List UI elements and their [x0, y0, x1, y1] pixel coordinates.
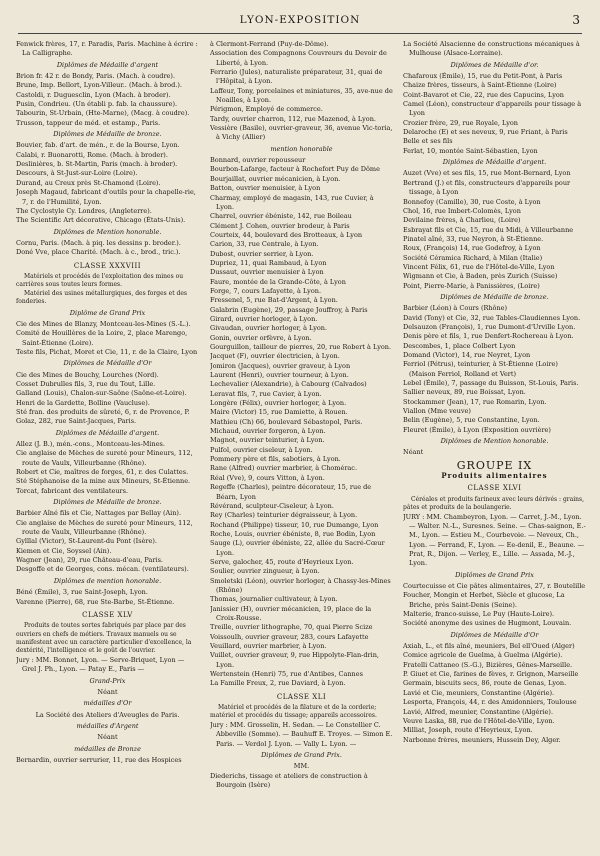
centered-line: Néant	[97, 733, 118, 742]
entry-line: David (Tony) et Cie, 32, rue Tables-Claudiennes Lyon.	[403, 313, 581, 322]
entry-line: Chafaroux (Émile), 15, rue du Petit-Pont, à Paris	[403, 72, 563, 81]
entry-line: Rey (Charles) teinturier dégraisseur, à Lyon.	[210, 511, 358, 520]
entry-line: Gonin, ouvrier orfèvre, à Lyon.	[210, 333, 312, 342]
entry-line: Révérand, sculpteur-Ciseleur, à Lyon.	[210, 501, 334, 510]
entry-line: Joseph Magaud, fabricant d'outils pour la chapelle-rie, 7, r. de l'Humilité, Lyon.	[16, 188, 196, 206]
entry-line: Bonnefoy (Camille), 30, rue Coste, à Lyon	[403, 197, 541, 206]
entry-line: Coint-Bavarot et Cie, 22, rue des Capucins, Lyon	[403, 90, 564, 99]
section-heading: Grand-Prix	[89, 676, 126, 685]
entry-line: Desgoffe et de Georges, cons. mécan. (ventilateurs).	[16, 565, 189, 574]
section-heading: mention honorable	[270, 144, 333, 153]
entry-line: Vincent Félix, 61, rue de l'Hôtel-de-Ville, Lyon	[403, 262, 555, 271]
entry-line: Stockammer (Jean), 17, rue Romarin, Lyon.	[403, 397, 547, 406]
section-heading: Diplômes de Grand Prix	[455, 570, 534, 579]
class-heading: CLASSE XXXVIII	[73, 261, 142, 270]
entry-line: Wertenstein (Henri) 75, rue d'Antibes, Cannes	[210, 670, 363, 679]
entry-line: Golaz, 282, rue Saint-Jacques, Paris.	[16, 417, 137, 426]
entry-line: Leravat fils, 7, rue Cavier, à Lyon.	[210, 389, 322, 398]
entry-line: Smoletski (Léon), ouvrier horloger, à Chassy-les-Mines (Rhône)	[210, 576, 391, 594]
entry-line: Lebel (Émile), 7, passage du Buisson, St-Louis, Paris.	[403, 379, 579, 388]
entry-line: Clément J. Cohen, ouvrier brodeur, à Paris	[210, 221, 350, 230]
section-heading: médailles de Bronze	[74, 744, 141, 753]
entry-line: Néant	[403, 448, 424, 457]
entry-line: Kiemen et Cie, Soyssel (Ain).	[16, 546, 112, 555]
entry-line: Sauge (L), ouvrier ébéniste, 22, allée du Sacré-Cœur Lyon.	[210, 539, 385, 557]
entry-line: Charrel, ouvrier ébéniste, 142, rue Boileau	[210, 212, 352, 221]
entry-line: Carion, 33, rue Centrale, à Lyon.	[210, 240, 319, 249]
entry-line: Forge, 7, cours Lafayette, à Lyon.	[210, 286, 322, 295]
entry-line: Jomiron (Jacques), ouvrier graveur, à Lyon	[210, 361, 351, 370]
entry-line: Comité de Houillères de la Loire, 2, place Marengo, Saint-Étienne (Loire).	[16, 329, 188, 347]
entry-line: Pinatel aîné, 33, rue Neyron, à St-Étienne.	[403, 234, 544, 243]
entry-line: Vessière (Basile), ouvrier-graveur, 36, avenue Vic-toria, à Vichy (Allier)	[210, 124, 393, 142]
page-header	[0, 14, 600, 30]
entry-line: Givaudan, ouvrier horloger, à Lyon.	[210, 324, 328, 333]
entry-line: Lesporta, François, 44, r. des Amidonniers, Toulouse	[403, 698, 577, 707]
entry-line: Esbrayat fils et Cie, 15, rue du Midi, à Villeurbanne	[403, 225, 574, 234]
entry-line: Point, Pierre-Marie, à Panissières, (Loire)	[403, 281, 540, 290]
entry-line: Teste fils, Pichat, Moret et Cie, 11, r. de la Claire, Lyon	[16, 347, 198, 356]
class-description: Matériel des usines métallurgiques, des forges et des fonderies.	[16, 289, 187, 306]
entry-line: Bernardin, ouvrier serrurier, 11, rue des Hospices	[16, 755, 182, 764]
entry-line: Robert et Cie, maîtres de forges, 61, r. des Culattes.	[16, 468, 189, 477]
column-middle	[210, 40, 393, 848]
section-heading: Diplômes de Médaille de bronze.	[53, 130, 162, 139]
entry-line: Sté fran. des produits de sûreté, 6, r. de Provence, P.	[16, 407, 190, 416]
entry-line: Faure, montée de la Grande-Côte, à Lyon	[210, 277, 346, 286]
entry-line: Dubost, ouvrier serrier, à Lyon.	[210, 249, 314, 258]
entry-line: Pusin, Condrieu. (Un établi p. fab. la chaussure).	[16, 100, 178, 109]
entry-line: Jacquet (F), ouvrier électricien, à Lyon.	[210, 352, 340, 361]
entry-line: P. Giuet et Cie, farines de fèves, r. Grignon, Marseille	[403, 670, 579, 679]
class-description: Produits de toutes sortes fabriqués par place par des ouvriers en chefs de métiers. Travaux manuels ou se manifestent avec un caractère particulier d'excellence, la dextérité, l'intelligence et le goût de l'ouvrier.	[16, 622, 192, 655]
entry-line: Michaud, ouvrier forgeron, à Lyon.	[210, 427, 326, 436]
entry-line: JURY : MM. Chambeyron, Lyon. — Carret, J.-M., Lyon. — Walter. N.-L., Suresnes. Seine. — Chas-saignon, E.-M., Lyon. — Estieu M., Courbevoie. — Neveux, Ch., Lyon. — Ferrand, F., Lyon. — Ee-denil, E., Beaune. — Prat, R., Dijon. — Verley, E., Lille. — Assada, M.-J., Lyon.	[403, 512, 586, 568]
entry-line: Wagner (Jean), 29, rue Château-d'eau, Paris.	[16, 556, 163, 565]
entry-line: Lechevalier (Alexandrie), à Cabourg (Calvados)	[210, 380, 367, 389]
entry-line: Domand (Victor), 14, rue Neyret, Lyon	[403, 351, 531, 359]
entry-line: Sté Stéphanoise de la mine aux Mineurs, St-Étienne.	[16, 477, 191, 486]
section-heading: Diplômes de mention honorable.	[53, 576, 162, 585]
entry-line: The Cyclostyle Cy. Londres, (Angleterre).	[16, 206, 152, 215]
entry-line: Veuillard, ouvrier marbrier, à Lyon.	[210, 642, 327, 650]
column-right	[403, 40, 586, 848]
class-heading: CLASSE XLV	[82, 610, 133, 619]
entry-line: Durand, au Creux près St-Chamond (Loire).	[16, 178, 161, 187]
entry-line: Treille, ouvrier lithographe, 70, quai Pierre Scize	[210, 623, 373, 632]
entry-line: Girard, ouvrier horloger, à Lyon.	[210, 314, 318, 323]
entry-line: Association des Compagnons Couvreurs du Devoir de Liberté, à Lyon.	[210, 49, 387, 67]
entry-line: Cornu, Paris. (Mach. à piq. les dessins p. broder.).	[16, 238, 181, 247]
entry-line: Lavié, Alfred, meunier, Constantine (Algérie).	[403, 707, 554, 716]
class-description: Céréales et produits farineux avec leurs dérivés : grains, pâtes et produits de la boulangerie.	[403, 495, 585, 512]
entry-line: Comice agricole de Guelma, à Guelma (Algérie).	[403, 651, 563, 660]
entry-line: Courteix, 44, boulevard des Brotteaux, à Lyon	[210, 230, 363, 239]
entry-line: Thomas, journalier cultivateur, à Lyon.	[210, 595, 338, 604]
entry-line: Soulier, ouvrier zingueur, à Lyon.	[210, 567, 320, 576]
entry-line: Allez (J. B.), mén.-cons., Montceau-les-Mines.	[16, 440, 165, 448]
entry-line: Camel (Léon), constructeur d'appareils pour tissage à Lyon	[403, 100, 582, 118]
entry-line: Chaize frères, tisseurs, à Saint-Étienne (Loire)	[403, 81, 557, 90]
centered-line: MM.	[293, 762, 310, 771]
entry-line: Bourbon-Lafarge, facteur à Rochefort Puy de Dôme	[210, 165, 380, 174]
entry-line: Béné (Émile), 3, rue Saint-Joseph, Lyon.	[16, 588, 148, 597]
section-heading: Diplôme de Grand Prix	[69, 308, 146, 317]
entry-line: Wigmann et Cie, à Baden, près Zurich (Suisse)	[403, 272, 558, 281]
entry-line: Brune, Imp. Bellort, Lyon-Villeur.. (Mach. à brod.).	[16, 81, 182, 90]
entry-line: Deslinières, b. St-Martin, Paris (mach. à broder).	[16, 160, 178, 169]
entry-line: Batton, ouvrier menuisier, à Lyon	[210, 184, 321, 193]
entry-line: Ferrario (Jules), naturaliste préparateur, 31, quai de l'Hôpital, à Lyon.	[210, 68, 383, 86]
entry-line: The Scientific Art décorative, Chicago (États-Unis).	[16, 216, 186, 225]
entry-line: Cie anglaise de Mèches de sureté pour Mineurs, 112, route de Vaulx, Villeurbanne (Rhône).	[16, 518, 193, 537]
entry-line: Galabrin (Eugène), 29, passage Jouffroy, à Paris	[210, 305, 368, 314]
entry-line: Barbier (Léon) à Cours (Rhône)	[403, 304, 508, 313]
entry-line: Cie des Mines de Bouchy, Lourches (Nord).	[16, 370, 159, 379]
entry-line: Longère (Félix), ouvrier horloger, à Lyon.	[210, 399, 347, 408]
entry-line: Pommery père et fils, sabotiers, à Lyon.	[210, 455, 341, 464]
entry-line: Janissier (H), ouvrier mécanicien, 19, place de la Croix-Rousse.	[210, 604, 372, 622]
entry-line: Auzet (Vve) et ses fils, 15, rue Mont-Bernard, Lyon	[403, 169, 571, 178]
entry-line: Bonnard, ouvrier repousseur	[210, 156, 306, 165]
entry-line: Descombes, 1, place Colbert Lyon	[403, 341, 516, 350]
entry-line: Cie anglaise de Mèches de sureté pour Mineurs, 112, route de Vaulx, Villeurbanne (Rhône).	[16, 449, 193, 467]
section-heading: Diplômes de Mention honorable.	[53, 227, 162, 236]
group-heading: GROUPE IX	[456, 458, 533, 472]
entry-line: Dussaut, ouvrier menuisier à Lyon	[210, 268, 324, 277]
entry-line: Castoldi, r. Duguesclin, Lyon (Mach. à broder).	[16, 90, 171, 99]
entry-line: Galland (Louis), Chalon-sur-Saône (Saône-et-Loire).	[16, 389, 187, 398]
entry-line: Périgmon, Employé de commerce.	[210, 105, 323, 114]
entry-line: Bertrand (J.) et fils, constructeurs d'appareils pour tissage, à Lyon	[403, 178, 571, 197]
class-description: Matériels et procédés de l'exploitation des mines ou carrières sous toutes leurs formes.	[16, 272, 184, 289]
entry-line: Trusson, tappeur de méd. et estamp., Paris.	[16, 118, 161, 127]
entry-line: Calabi, r. Buonarotti, Rome. (Mach. à broder).	[16, 150, 168, 159]
entry-line: Mathieu (Ch) 66, boulevard Sébastopol, Paris.	[210, 417, 363, 426]
centered-line: Néant	[97, 687, 118, 696]
page-number: 3	[572, 13, 580, 27]
class-description: Matériel et procédés de la filature et de la corderie; matériel et procédés du tissage; appareils accessoires.	[210, 704, 377, 720]
entry-line: Serve, galocher, 45, route d'Heyrieux Lyon.	[210, 557, 354, 566]
entry-line: Varenne (Pierre), 68, rue Ste-Barbe, St-Étienne.	[16, 597, 175, 606]
section-heading: Diplômes de Médaille de bronze.	[440, 292, 549, 301]
entry-line: La Société Alsacienne de constructions mécaniques à Mulhouse (Alsace-Lorraine).	[403, 40, 580, 58]
section-heading: Diplômes de Médaille d'or.	[450, 60, 539, 69]
section-heading: Diplômes de Médaille d'Or	[450, 630, 539, 639]
entry-line: Rane (Alfred) ouvrier marbrier, à Chomérac.	[210, 464, 358, 473]
entry-line: Axiah, L., et fils aîné, meuniers, Bel ell'Oued (Alger)	[403, 642, 575, 651]
section-heading: médailles d'Argent	[76, 721, 139, 730]
entry-line: Narbonne frères, meuniers, Hussein Dey, Alger.	[403, 735, 561, 744]
entry-line: Doné Vve, place Charité. (Mach. à c., brod., tric.).	[16, 248, 181, 257]
entry-line: Chol, 16, rue Imbert-Colomès, Lyon	[403, 206, 521, 215]
section-heading: Diplômes de Médaille d'argent	[56, 60, 159, 69]
entry-line: Charmay, employé de magasin, 143, rue Cuvier, à Lyon.	[210, 193, 374, 211]
section-heading: Diplômes de Médaille de bronze.	[53, 498, 162, 507]
entry-line: Jury : MM. Grosselin, H. Sedan. — Le Constellier C. Abbeville (Somme). — Bauhuff E. Troyes. — Simon E. Paris. — Verdol J. Lyon. — Vally L. Lyon. —	[210, 720, 393, 748]
entry-line: Dupriez, 11, quai Rambaud, à Lyon	[210, 258, 327, 267]
entry-line: Gourguillon, tailleur de pierres, 20, rue Robert à Lyon.	[210, 343, 392, 351]
entry-line: Belle et ses fils	[403, 137, 453, 146]
section-heading: Diplômes de Médaille d'argent.	[55, 428, 160, 437]
entry-line: Société Céramica Richard, à Milan (Italie)	[403, 253, 543, 262]
entry-line: Voissoulh, ouvrier graveur, 283, cours Lafayette	[210, 632, 369, 641]
entry-line: Rochand (Philippe) tisseur, 10, rue Dumange, Lyon	[210, 520, 379, 529]
entry-line: Lavié et Cie, meuniers, Constantine (Algérie).	[403, 688, 555, 697]
entry-line: à Clermont-Ferrand (Puy-de-Dôme).	[210, 40, 329, 48]
header-rule	[18, 33, 582, 34]
entry-line: Henri de la Gardette, Bolline (Vaucluse).	[16, 398, 150, 407]
entry-line: Fleuret (Émile), à Lyon (Exposition ouvrière)	[403, 425, 551, 434]
entry-line: Delsauzon (François), 1, rue Dumont-d'Urville Lyon.	[403, 322, 576, 331]
entry-line: Veuve Laska, 88, rue de l'Hôtel-de-Ville, Lyon.	[403, 716, 555, 725]
entry-line: Cie des Mines de Blanzy, Montceau-les-Mines (S.-L.).	[16, 319, 191, 328]
section-heading: Diplômes de Médaille d'Or	[63, 359, 152, 368]
entry-line: Foucher, Mongin et Herbet, Siècle et glucose, La Briche, près Saint-Denis (Seine).	[403, 591, 565, 609]
entry-line: Bouvier, fab. d'art. de mén., r. de la Bourse, Lyon.	[16, 141, 180, 150]
running-title: LYON-EXPOSITION	[239, 14, 361, 26]
entry-line: Maire (Victor) 15, rue Damiette, à Rouen.	[210, 408, 348, 417]
entry-line: Laffeur, Tony, porcelaines et miniatures, 35, ave-nue de Noailles, à Lyon.	[210, 86, 393, 105]
entry-line: Pulfol, ouvrier ciseleur, à Lyon.	[210, 445, 313, 454]
entry-line: Jury : MM. Bonnet, Lyon. — Serve-Briquet, Lyon — Grel J. Ph., Lyon. — Patay E., Paris —	[16, 655, 185, 674]
section-heading: médailles d'Or	[83, 699, 132, 708]
entry-line: Descours, à St-Just-sur-Loire (Loire).	[16, 169, 138, 178]
section-heading: Diplômes de Mention honorable.	[440, 437, 549, 446]
entry-line: Réal (Vve), 9, cours Vitton, à Lyon.	[210, 473, 325, 482]
entry-line: Gylllal (Victor), St-Laurent-du Pont (Isère).	[16, 537, 157, 546]
entry-line: Belin (Eugène), 5, rue Constantine, Lyon.	[403, 416, 540, 425]
column-left	[16, 40, 199, 848]
entry-line: Tardy, ouvrier charron, 112, rue Mazenod, à Lyon.	[210, 114, 376, 123]
entry-line: Malterie, franco-suisse, Le Puy (Haute-Loire).	[403, 610, 555, 619]
section-heading: Diplômes de Médaille d'argent.	[442, 158, 547, 167]
entry-line: Fressenel, 5, rue Bat-d'Argent, à Lyon.	[210, 296, 338, 305]
entry-line: Crozier frère, 29, rue Royale, Lyon	[403, 118, 518, 127]
entry-line: Roux, (François) 14, rue Godefroy, à Lyon	[403, 244, 541, 253]
entry-line: Viallon (Mme veuve)	[403, 407, 471, 416]
entry-line: Roche, Louis, ouvrier ébéniste, 8, rue Bodin, Lyon	[210, 529, 376, 538]
entry-line: Cosset Dubrulles fils, 3, rue du Tout, Lille.	[16, 379, 156, 388]
entry-line: Torcat, fabricant des ventilateurs.	[16, 486, 129, 495]
entry-line: Ferriol (Pétrus), teinturier, à St-Étienne (Loire) (Maison Ferriol, Rolland et Vert)	[403, 360, 558, 378]
entry-line: Fenwick frères, 17, r. Paradis, Paris. Machine à écrire : La Calligraphe.	[16, 40, 198, 58]
entry-line: Germain, biscuits secs, 86, route de Genas, Lyon.	[403, 679, 567, 688]
entry-line: Delaroche (E) et ses neveux, 9, rue Friant, à Paris	[403, 128, 568, 137]
group-subtitle: Produits alimentaires	[441, 471, 548, 481]
entry-line: Fratelli Cattaneo (S.-G.), Bizières, Gênes-Marseille.	[403, 660, 573, 669]
entry-line: Regeffe (Charles), peintre décorateur, 15, rue de Béarn, Lyon	[210, 483, 372, 501]
entry-line: Denis père et fils, 1, rue Denfert-Rochereau à Lyon.	[403, 332, 574, 341]
entry-line: Tabourin, St-Urbain, (Hte-Marne), (Macg. à coudre).	[16, 109, 190, 118]
entry-line: Courtecuisse et Cie pâtes alimentaires, 27, r. Boutelille	[403, 582, 586, 591]
entry-line: La Famille Freux, 2, rue Daviard, à Lyon.	[210, 679, 346, 688]
entry-line: Brion fr. 42 r. de Bondy, Paris. (Mach. à coudre).	[16, 72, 176, 81]
entry-line: Vuillet, ouvrier graveur, 9, rue Hippolyte-Flan-drin, Lyon.	[210, 651, 379, 669]
entry-line: Ferlat, 10, montée Saint-Sébastien, Lyon	[403, 146, 538, 155]
class-heading: CLASSE XLVI	[467, 484, 522, 493]
class-heading: CLASSE XLI	[276, 692, 327, 701]
entry-line: Diederichs, tissage et ateliers de construction à Bourgoin (Isère)	[210, 771, 368, 789]
entry-line: Milliat, Joseph, route d'Heyrieux, Lyon.	[403, 726, 533, 735]
entry-line: Laurent (Henri), ouvrier tourneur, à Lyon.	[210, 371, 349, 380]
entry-line: Magnot, ouvrier teinturier, à Lyon.	[210, 436, 325, 445]
entry-line: Barbier Aîné fils et Cie, Nattages par Bellay (Ain).	[16, 509, 182, 518]
centered-line: La Société des Ateliers d'Aveugles de Paris.	[35, 710, 180, 719]
entry-line: Sallier neveux, 89, rue Boissat, Lyon.	[403, 388, 526, 397]
entry-line: Devilaine frères, à Charlieu, (Loire)	[403, 216, 521, 225]
section-heading: Diplômes de Grand Prix.	[261, 750, 342, 759]
entry-line: Société anonyme des usines de Hugmont, Louvain.	[403, 619, 572, 628]
entry-line: Bourjaillat, ouvrier mécanicien, à Lyon.	[210, 174, 341, 183]
